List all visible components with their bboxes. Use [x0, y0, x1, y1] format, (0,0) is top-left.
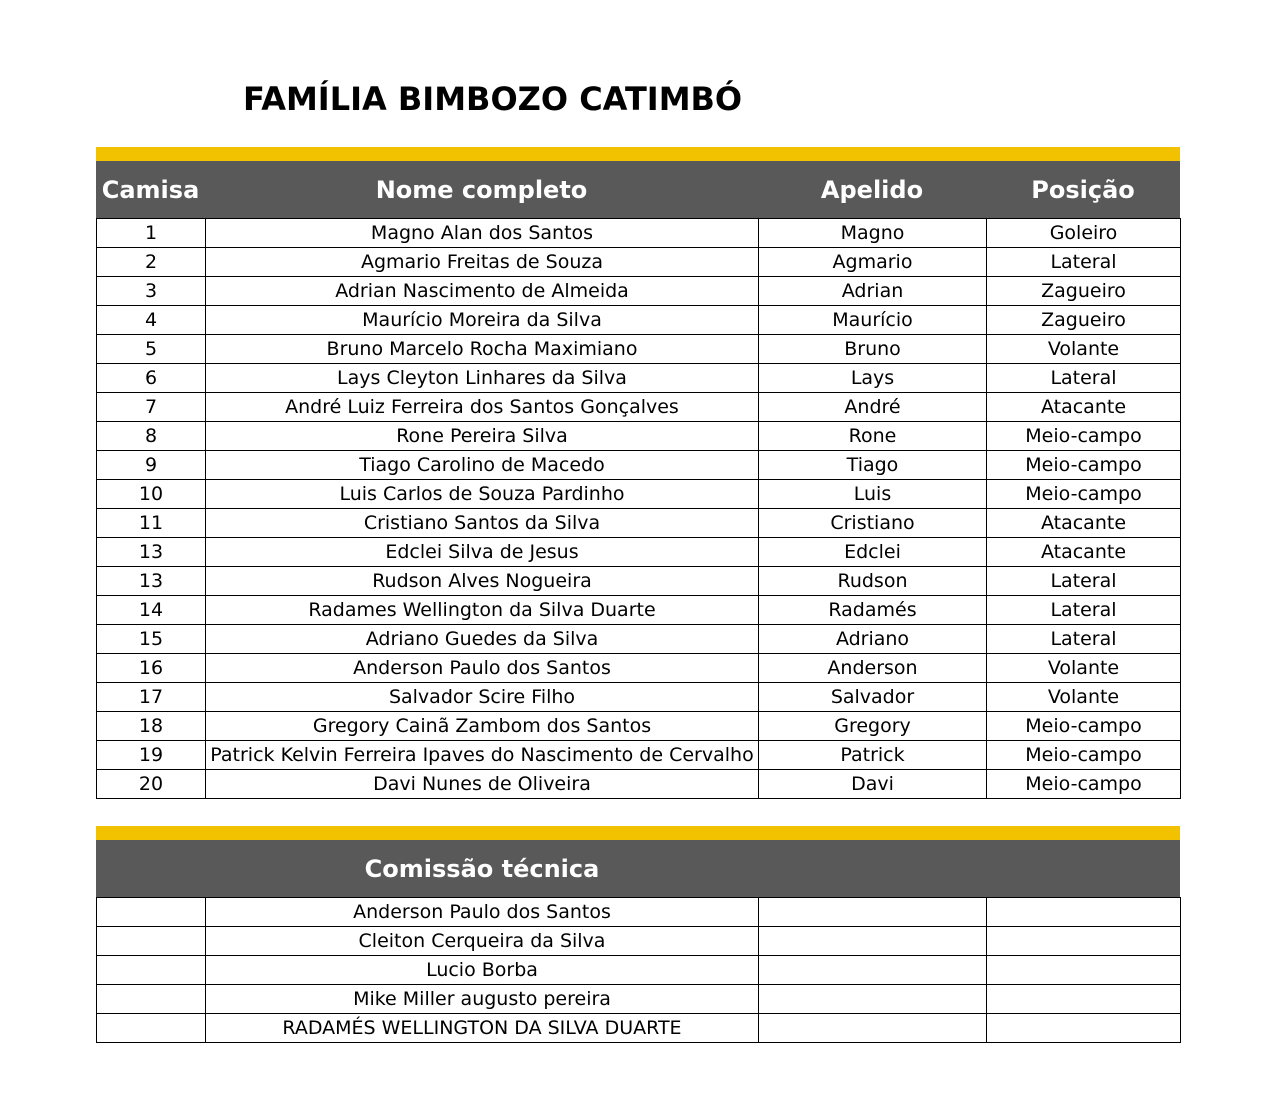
apelido-cell: Magno — [759, 219, 987, 248]
nome-completo-cell: Magno Alan dos Santos — [206, 219, 759, 248]
apelido-cell: Rudson — [759, 567, 987, 596]
camisa-cell: 13 — [97, 538, 206, 567]
player-row — [97, 306, 1181, 335]
staff-empty-cell — [987, 898, 1181, 927]
apelido-cell: Tiago — [759, 451, 987, 480]
apelido-cell: Edclei — [759, 538, 987, 567]
staff-name-cell: Anderson Paulo dos Santos — [206, 898, 759, 927]
player-row — [97, 538, 1181, 567]
camisa-cell: 17 — [97, 683, 206, 712]
posicao-cell: Volante — [987, 335, 1181, 364]
header-camisa: Camisa — [101, 175, 200, 204]
nome-completo-cell: Anderson Paulo dos Santos — [206, 654, 759, 683]
staff-empty-cell — [987, 1014, 1181, 1043]
nome-completo-cell: Rudson Alves Nogueira — [206, 567, 759, 596]
staff-row — [97, 927, 1181, 956]
nome-completo-cell: Agmario Freitas de Souza — [206, 248, 759, 277]
player-row — [97, 770, 1181, 799]
posicao-cell: Lateral — [987, 596, 1181, 625]
players-table — [96, 218, 1181, 799]
player-row — [97, 393, 1181, 422]
staff-name-cell: Mike Miller augusto pereira — [206, 985, 759, 1014]
apelido-cell: Lays — [759, 364, 987, 393]
posicao-cell: Meio-campo — [987, 480, 1181, 509]
player-row — [97, 277, 1181, 306]
apelido-cell: Maurício — [759, 306, 987, 335]
player-row — [97, 683, 1181, 712]
posicao-cell: Atacante — [987, 509, 1181, 538]
staff-accent-bar — [96, 826, 1180, 840]
staff-name-cell: Cleiton Cerqueira da Silva — [206, 927, 759, 956]
staff-name-cell: Lucio Borba — [206, 956, 759, 985]
camisa-cell: 20 — [97, 770, 206, 799]
header-comissao-tecnica: Comissão técnica — [364, 854, 600, 883]
apelido-cell: Adriano — [759, 625, 987, 654]
players-section — [96, 147, 1180, 799]
posicao-cell: Meio-campo — [987, 422, 1181, 451]
posicao-cell: Atacante — [987, 393, 1181, 422]
player-row — [97, 567, 1181, 596]
player-row — [97, 364, 1181, 393]
staff-empty-cell — [97, 985, 206, 1014]
player-row — [97, 248, 1181, 277]
posicao-cell: Atacante — [987, 538, 1181, 567]
header-posicao: Posição — [1031, 175, 1135, 204]
staff-section — [96, 826, 1180, 1043]
player-row — [97, 219, 1181, 248]
apelido-cell: Anderson — [759, 654, 987, 683]
player-row — [97, 422, 1181, 451]
apelido-cell: André — [759, 393, 987, 422]
nome-completo-cell: Davi Nunes de Oliveira — [206, 770, 759, 799]
staff-table — [96, 897, 1181, 1043]
nome-completo-cell: Rone Pereira Silva — [206, 422, 759, 451]
camisa-cell: 4 — [97, 306, 206, 335]
players-table-header — [96, 161, 1180, 218]
posicao-cell: Volante — [987, 683, 1181, 712]
nome-completo-cell: Lays Cleyton Linhares da Silva — [206, 364, 759, 393]
posicao-cell: Volante — [987, 654, 1181, 683]
posicao-cell: Meio-campo — [987, 770, 1181, 799]
player-row — [97, 509, 1181, 538]
nome-completo-cell: Adriano Guedes da Silva — [206, 625, 759, 654]
apelido-cell: Gregory — [759, 712, 987, 741]
apelido-cell: Patrick — [759, 741, 987, 770]
nome-completo-cell: Patrick Kelvin Ferreira Ipaves do Nascimento de Cervalho — [206, 741, 759, 770]
posicao-cell: Zagueiro — [987, 277, 1181, 306]
staff-empty-cell — [759, 985, 987, 1014]
camisa-cell: 16 — [97, 654, 206, 683]
posicao-cell: Zagueiro — [987, 306, 1181, 335]
camisa-cell: 8 — [97, 422, 206, 451]
staff-table-header — [96, 840, 1180, 897]
staff-empty-cell — [987, 985, 1181, 1014]
player-row — [97, 480, 1181, 509]
player-row — [97, 335, 1181, 364]
camisa-cell: 9 — [97, 451, 206, 480]
apelido-cell: Agmario — [759, 248, 987, 277]
camisa-cell: 13 — [97, 567, 206, 596]
player-row — [97, 625, 1181, 654]
camisa-cell: 3 — [97, 277, 206, 306]
player-row — [97, 654, 1181, 683]
camisa-cell: 1 — [97, 219, 206, 248]
camisa-cell: 18 — [97, 712, 206, 741]
posicao-cell: Lateral — [987, 625, 1181, 654]
posicao-cell: Lateral — [987, 364, 1181, 393]
camisa-cell: 7 — [97, 393, 206, 422]
nome-completo-cell: Edclei Silva de Jesus — [206, 538, 759, 567]
header-apelido: Apelido — [820, 175, 924, 204]
staff-empty-cell — [97, 1014, 206, 1043]
apelido-cell: Cristiano — [759, 509, 987, 538]
staff-empty-cell — [97, 927, 206, 956]
posicao-cell: Lateral — [987, 248, 1181, 277]
posicao-cell: Meio-campo — [987, 451, 1181, 480]
nome-completo-cell: Salvador Scire Filho — [206, 683, 759, 712]
apelido-cell: Bruno — [759, 335, 987, 364]
nome-completo-cell: Radames Wellington da Silva Duarte — [206, 596, 759, 625]
staff-name-cell: RADAMÉS WELLINGTON DA SILVA DUARTE — [206, 1014, 759, 1043]
posicao-cell: Lateral — [987, 567, 1181, 596]
camisa-cell: 11 — [97, 509, 206, 538]
staff-empty-cell — [97, 956, 206, 985]
nome-completo-cell: Cristiano Santos da Silva — [206, 509, 759, 538]
apelido-cell: Salvador — [759, 683, 987, 712]
staff-empty-cell — [987, 956, 1181, 985]
staff-row — [97, 1014, 1181, 1043]
page-title: FAMÍLIA BIMBOZO CATIMBÓ — [243, 80, 743, 118]
nome-completo-cell: Gregory Cainã Zambom dos Santos — [206, 712, 759, 741]
apelido-cell: Radamés — [759, 596, 987, 625]
staff-row — [97, 956, 1181, 985]
players-accent-bar — [96, 147, 1180, 161]
apelido-cell: Adrian — [759, 277, 987, 306]
nome-completo-cell: Tiago Carolino de Macedo — [206, 451, 759, 480]
staff-empty-cell — [759, 1014, 987, 1043]
apelido-cell: Davi — [759, 770, 987, 799]
camisa-cell: 2 — [97, 248, 206, 277]
header-nome-completo: Nome completo — [375, 175, 588, 204]
nome-completo-cell: Luis Carlos de Souza Pardinho — [206, 480, 759, 509]
staff-row — [97, 985, 1181, 1014]
player-row — [97, 712, 1181, 741]
nome-completo-cell: Bruno Marcelo Rocha Maximiano — [206, 335, 759, 364]
camisa-cell: 15 — [97, 625, 206, 654]
camisa-cell: 14 — [97, 596, 206, 625]
nome-completo-cell: André Luiz Ferreira dos Santos Gonçalves — [206, 393, 759, 422]
posicao-cell: Meio-campo — [987, 712, 1181, 741]
nome-completo-cell: Adrian Nascimento de Almeida — [206, 277, 759, 306]
staff-empty-cell — [759, 898, 987, 927]
player-row — [97, 741, 1181, 770]
posicao-cell: Goleiro — [987, 219, 1181, 248]
posicao-cell: Meio-campo — [987, 741, 1181, 770]
camisa-cell: 19 — [97, 741, 206, 770]
staff-empty-cell — [987, 927, 1181, 956]
player-row — [97, 451, 1181, 480]
staff-row — [97, 898, 1181, 927]
staff-empty-cell — [97, 898, 206, 927]
camisa-cell: 6 — [97, 364, 206, 393]
camisa-cell: 5 — [97, 335, 206, 364]
nome-completo-cell: Maurício Moreira da Silva — [206, 306, 759, 335]
staff-empty-cell — [759, 956, 987, 985]
player-row — [97, 596, 1181, 625]
apelido-cell: Luis — [759, 480, 987, 509]
camisa-cell: 10 — [97, 480, 206, 509]
apelido-cell: Rone — [759, 422, 987, 451]
staff-empty-cell — [759, 927, 987, 956]
